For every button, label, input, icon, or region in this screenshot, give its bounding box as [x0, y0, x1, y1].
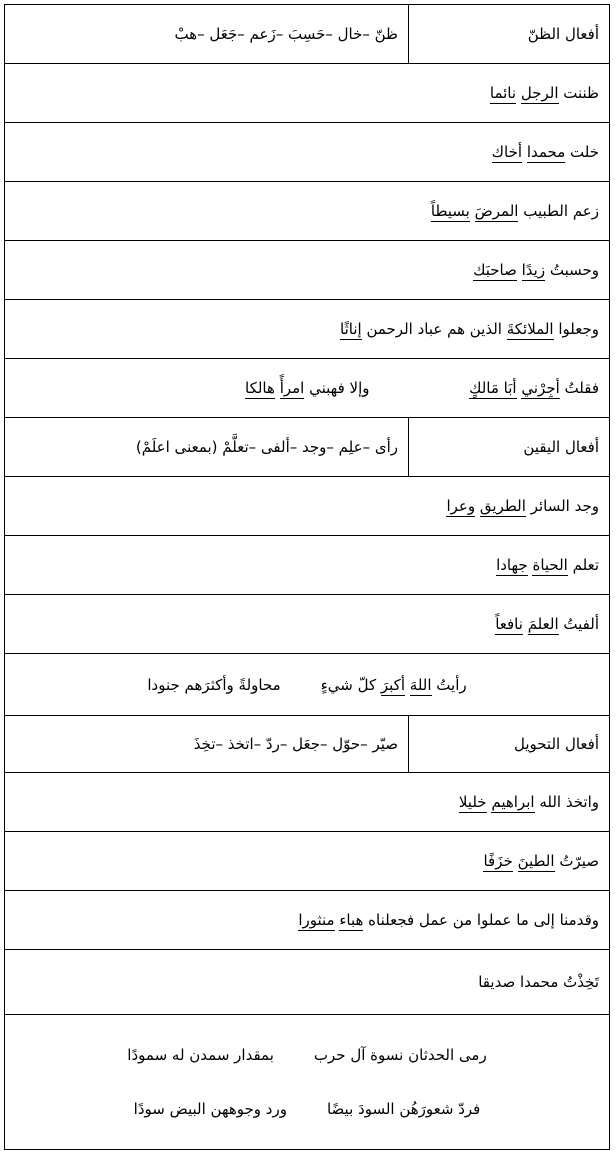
example-row — [5, 832, 610, 891]
example-sentence: تَخِذْتُ محمدا صديقا — [5, 950, 610, 1015]
example-sentence: وجد السائر الطريق وعرا — [5, 477, 610, 536]
underlined-word: ابراهيم — [491, 793, 535, 811]
underlined-word: امرأً — [279, 379, 305, 397]
underlined-word: محمدا — [526, 143, 566, 161]
example-row — [5, 359, 610, 418]
underlined-word: المرضَ — [474, 202, 519, 220]
poem-hemistich: رمى الحدثان نسوة آل حرب — [313, 1046, 487, 1064]
verse-hemistich-right: فقلتُ أجِرْني أبَا مَالكٍ — [469, 379, 599, 397]
poem-hemistich: ورد وجوههن البيض سودًا — [133, 1100, 287, 1118]
example-sentence: وحسبتُ زيدًا صاحبَك — [5, 241, 610, 300]
example-sentence: صيرّتُ الطينَ خزَفًا — [5, 832, 610, 891]
example-sentence: زعم الطبيب المرضَ بسيطاً — [5, 182, 610, 241]
underlined-word: جهادا — [496, 556, 528, 574]
example-row — [5, 595, 610, 654]
underlined-word: نائما — [489, 84, 517, 102]
underlined-word: الحياة — [532, 556, 568, 574]
verse-hemistich-right: رأيتُ اللهَ أكبرَ كلّ شيءٍ — [320, 675, 467, 694]
underlined-word: صاحبَك — [473, 261, 517, 279]
example-sentence: تعلم الحياة جهادا — [5, 536, 610, 595]
underlined-word: أكبرَ — [380, 675, 405, 694]
underlined-word: بسيطاً — [430, 202, 470, 220]
underlined-word: خليلا — [458, 793, 487, 811]
header-row-yaqin — [5, 418, 610, 477]
poem-hemistich: فردّ شعورَهُن السودَ بيضًا — [326, 1100, 481, 1118]
poem-hemistich: بمقدار سمدن له سمودًا — [127, 1046, 274, 1064]
underlined-word: وعرا — [446, 497, 476, 515]
example-sentence: خلت محمدا أخاك — [5, 123, 610, 182]
underlined-word: إناثًا — [340, 320, 362, 338]
example-row — [5, 654, 610, 716]
underlined-word: هباء — [339, 911, 364, 929]
example-row — [5, 773, 610, 832]
underlined-word: اللهَ — [409, 675, 432, 694]
poem-row — [5, 1015, 610, 1150]
underlined-word: أبَا مَالكٍ — [469, 379, 517, 397]
section-label-yaqin: أفعال اليقين — [409, 418, 610, 477]
example-sentence: ظننت الرجل نائما — [5, 64, 610, 123]
example-row — [5, 64, 610, 123]
underlined-word: الرجل — [520, 84, 559, 102]
underlined-word: هالكا — [245, 379, 275, 397]
verse-hemistich-left: وإلا فهبني امرأً هالكا — [245, 379, 370, 397]
grammar-table — [4, 4, 610, 1150]
header-row-tahwil — [5, 716, 610, 773]
example-sentence: وجعلوا الملائكةَ الذين هم عباد الرحمن إناثًا — [5, 300, 610, 359]
section-verbs-yaqin: رأى –علِم –وجد –ألفى –تعلَّمْ (بمعنى اعلَمْ) — [5, 418, 409, 477]
example-row — [5, 123, 610, 182]
underlined-word: أجِرْني — [521, 379, 560, 397]
example-row — [5, 182, 610, 241]
example-verse — [5, 654, 610, 716]
underlined-word: زيدًا — [521, 261, 546, 279]
example-row — [5, 477, 610, 536]
underlined-word: الطريق — [479, 497, 526, 515]
example-sentence: وقدمنا إلى ما عملوا من عمل فجعلناه هباء منثورا — [5, 891, 610, 950]
verse-hemistich-left: محاولةً وأكثرَهم جنودا — [147, 675, 281, 694]
poem-cell — [5, 1015, 610, 1150]
underlined-word: العلمَ — [527, 615, 559, 633]
example-verse — [5, 359, 610, 418]
poem-line-2 — [15, 1100, 599, 1118]
example-sentence: واتخذ الله ابراهيم خليلا — [5, 773, 610, 832]
example-row — [5, 241, 610, 300]
example-row — [5, 300, 610, 359]
underlined-word: أخاك — [491, 143, 523, 161]
example-row — [5, 536, 610, 595]
underlined-word: الطينَ — [517, 852, 555, 870]
poem-line-1 — [15, 1046, 599, 1064]
underlined-word: خزَفًا — [483, 852, 513, 870]
header-row-zann — [5, 5, 610, 64]
underlined-word: الملائكةَ — [506, 320, 554, 338]
section-label-tahwil: أفعال التحويل — [409, 716, 610, 773]
section-verbs-zann: ظنّ –خال –حَسِبَ –زَعم –جَعَل –هبْ — [5, 5, 409, 64]
example-sentence: ألفيتُ العلمَ نافعاً — [5, 595, 610, 654]
underlined-word: منثورا — [298, 911, 335, 929]
section-verbs-tahwil: صيّر –حوّل –جعَل –ردّ –اتخذ –تخِذَ — [5, 716, 409, 773]
example-row — [5, 891, 610, 950]
example-row — [5, 950, 610, 1015]
underlined-word: نافعاً — [495, 615, 523, 633]
section-label-zann: أفعال الظنّ — [409, 5, 610, 64]
